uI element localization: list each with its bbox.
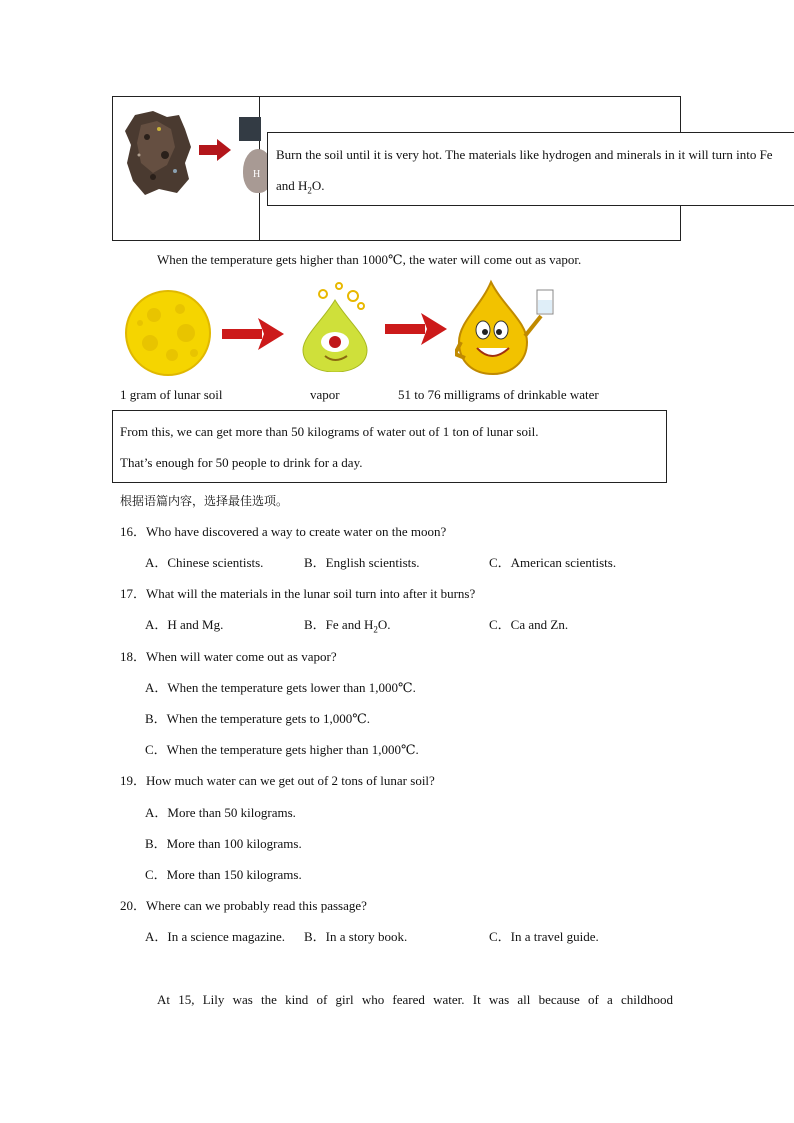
- lunar-rock-image: [123, 107, 195, 199]
- q18-option-c[interactable]: C．When the temperature gets higher than 1,000℃.: [145, 742, 419, 757]
- q20-option-a[interactable]: A．In a science magazine.: [145, 929, 286, 944]
- lunar-soil-ball-icon: [124, 289, 212, 377]
- q18-option-a[interactable]: A．When the temperature gets lower than 1,000℃.: [145, 680, 416, 695]
- q17-option-b[interactable]: B．Fe and $H_2O$.: [304, 617, 391, 635]
- q19-option-b[interactable]: B．More than 100 kilograms.: [145, 836, 302, 851]
- q17-option-c[interactable]: C．Ca and Zn.: [489, 617, 569, 632]
- vapor-drop-icon: [295, 280, 375, 372]
- info-line1: From this, we can get more than 50 kilograms of water out of 1 ton of lunar soil.: [120, 424, 539, 439]
- q19-option-c[interactable]: C．More than 150 kilograms.: [145, 867, 302, 882]
- hidden-letter: H: [253, 169, 261, 180]
- q16-option-a[interactable]: A．Chinese scientists.: [145, 555, 264, 570]
- question-19: 19．How much water can we get out of 2 tons of lunar soil?: [120, 773, 435, 788]
- label-drinkable-water: 51 to 76 milligrams of drinkable water: [398, 387, 599, 402]
- question-18: 18．When will water come out as vapor?: [120, 649, 337, 664]
- question-16: 16．Who have discovered a way to create water on the moon?: [120, 524, 447, 539]
- question-20: 20．Where can we probably read this passage?: [120, 898, 367, 913]
- q16-option-c[interactable]: C．American scientists.: [489, 555, 617, 570]
- instruction-text: 根据语篇内容，选择最佳选项。: [120, 494, 289, 508]
- water-drop-character-icon: [455, 276, 561, 376]
- q20-option-c[interactable]: C．In a travel guide.: [489, 929, 599, 944]
- q19-option-a[interactable]: A．More than 50 kilograms.: [145, 805, 296, 820]
- temperature-sentence: When the temperature gets higher than 1000℃, the water will come out as vapor.: [157, 252, 582, 267]
- q17-option-a[interactable]: A．H and Mg.: [145, 617, 224, 632]
- burn-description-line1: Burn the soil until it is very hot. The materials like hydrogen and minerals in it will turn into Fe: [276, 147, 773, 162]
- arrow-right-icon: [222, 318, 284, 350]
- info-box: [112, 410, 667, 483]
- info-line2: That’s enough for 50 people to drink for a day.: [120, 455, 363, 470]
- label-vapor: vapor: [310, 387, 340, 402]
- next-passage-text: At 15, Lily was the kind of girl who feared water. It was all because of a childhood: [157, 992, 673, 1007]
- q20-option-b[interactable]: B．In a story book.: [304, 929, 408, 944]
- q18-option-b[interactable]: B．When the temperature gets to 1,000℃.: [145, 711, 371, 726]
- arrow-right-icon: [385, 313, 447, 345]
- burn-description-box: [267, 132, 794, 206]
- question-17: 17．What will the materials in the lunar soil turn into after it burns?: [120, 586, 476, 601]
- burn-description-line2: and $H_2O$.: [276, 178, 325, 196]
- arrow-right-icon: [199, 139, 231, 161]
- q16-option-b[interactable]: B．English scientists.: [304, 555, 420, 570]
- furnace-icon: [239, 117, 261, 141]
- label-lunar-soil: 1 gram of lunar soil: [120, 387, 223, 402]
